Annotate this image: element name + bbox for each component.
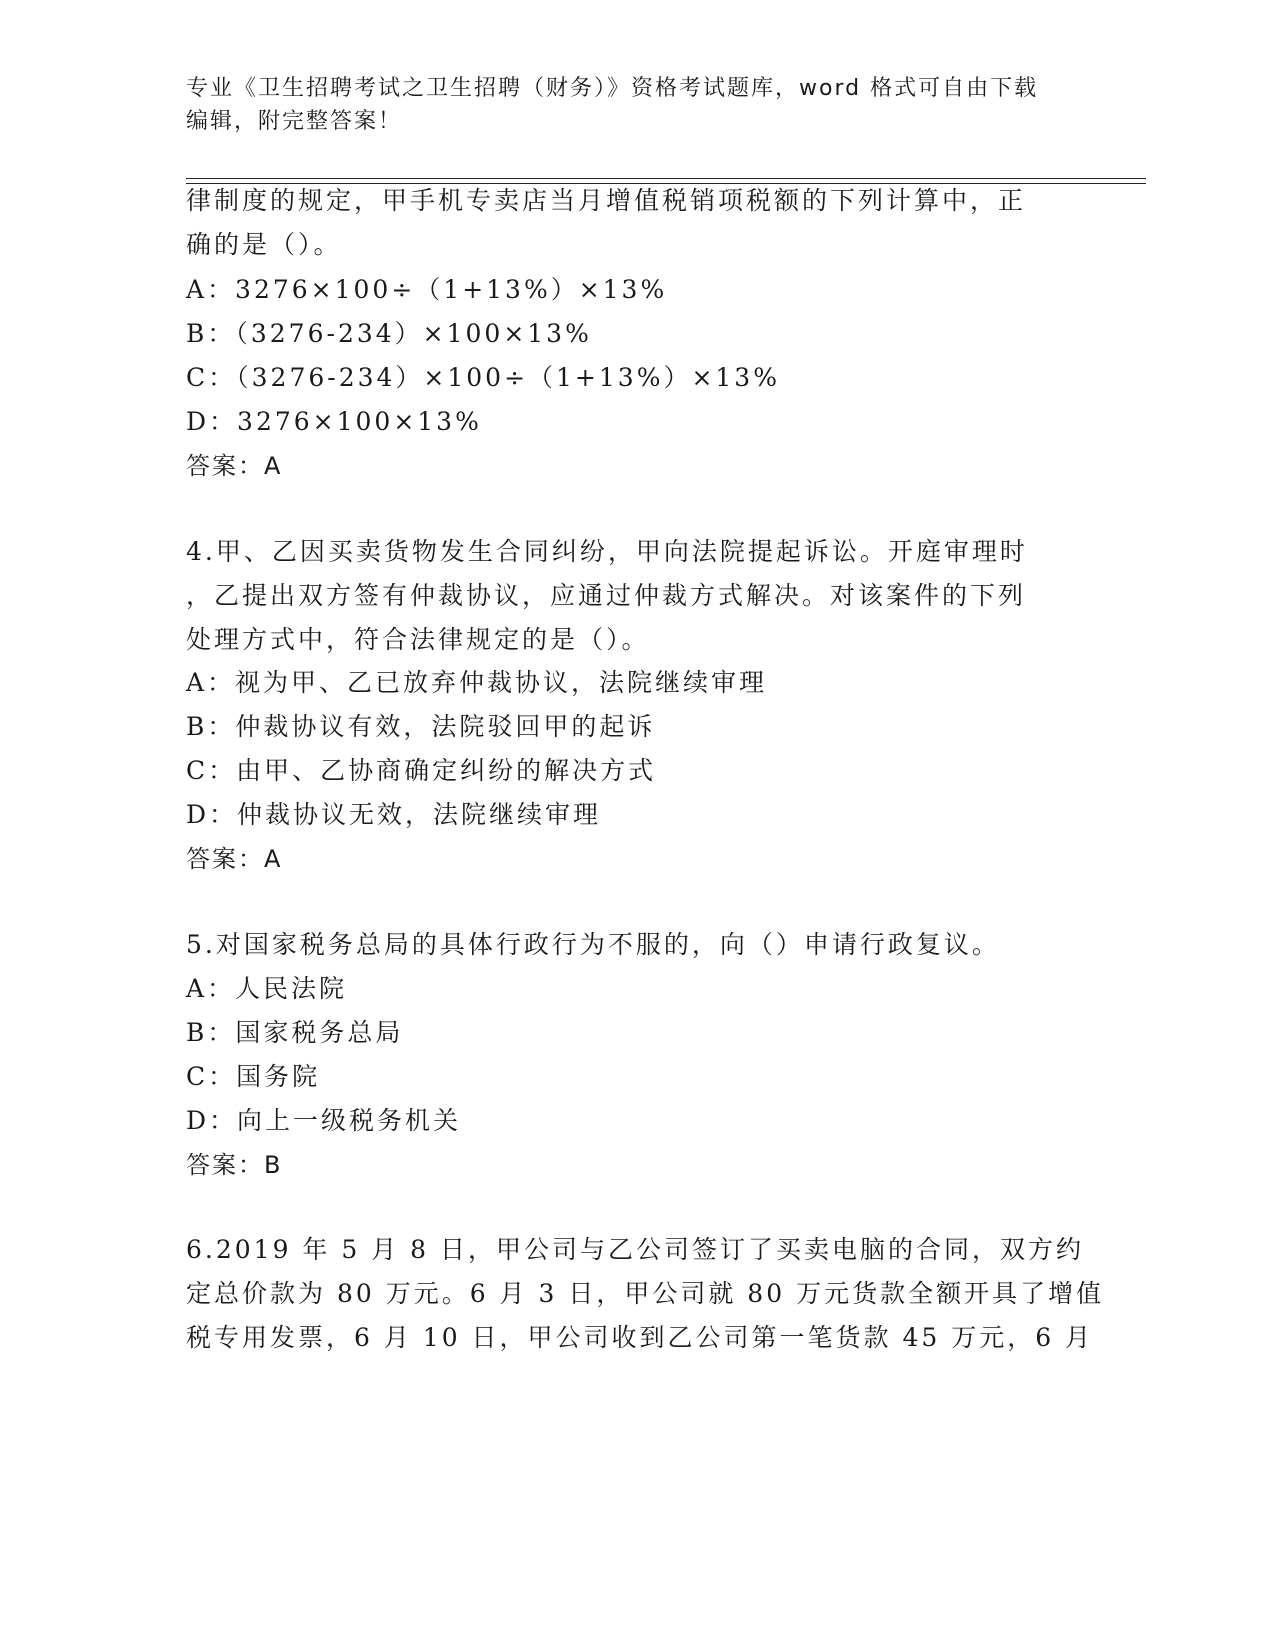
q4-option-a: A：视为甲、乙已放弃仲裁协议，法院继续审理 xyxy=(186,668,768,697)
q4-option-b: B：仲裁协议有效，法院驳回甲的起诉 xyxy=(186,712,656,741)
q5-option-a: A：人民法院 xyxy=(186,974,348,1003)
q6-stem-line-2: 定总价款为 80 万元。6 月 3 日，甲公司就 80 万元货款全额开具了增值 xyxy=(186,1279,1105,1308)
q3-stem-line-1: 律制度的规定，甲手机专卖店当月增值税销项税额的下列计算中，正 xyxy=(186,186,1027,215)
q5-option-b: B：国家税务总局 xyxy=(186,1018,404,1047)
document-header xyxy=(186,72,1086,138)
q6-stem-line-3: 税专用发票，6 月 10 日，甲公司收到乙公司第一笔货款 45 万元，6 月 xyxy=(186,1323,1094,1352)
header-rule-bottom xyxy=(186,183,1146,184)
q3-answer: 答案：A xyxy=(186,452,283,480)
q4-stem-line-1: 4.甲、乙因买卖货物发生合同纠纷，甲向法院提起诉讼。开庭审理时 xyxy=(186,537,1028,566)
q4-stem-line-2: ，乙提出双方签有仲裁协议，应通过仲裁方式解决。对该案件的下列 xyxy=(186,581,1027,610)
header-line-1: 专业《卫生招聘考试之卫生招聘（财务）》资格考试题库，word 格式可自由下载 xyxy=(186,76,1039,101)
q5-option-d: D：向上一级税务机关 xyxy=(186,1106,462,1135)
q6-stem-line-1: 6.2019 年 5 月 8 日，甲公司与乙公司签订了买卖电脑的合同，双方约 xyxy=(186,1235,1085,1264)
q3-option-d: D：3276×100×13% xyxy=(186,407,482,436)
header-line-2: 编辑，附完整答案！ xyxy=(186,109,403,134)
q4-option-c: C：由甲、乙协商确定纠纷的解决方式 xyxy=(186,756,657,785)
q3-option-b: B：（3276-234）×100×13% xyxy=(186,319,592,348)
q3-option-c: C：（3276-234）×100÷（1+13%）×13% xyxy=(186,363,780,392)
q5-answer: 答案：B xyxy=(186,1151,283,1179)
q5-option-c: C：国务院 xyxy=(186,1062,321,1091)
q3-option-a: A：3276×100÷（1+13%）×13% xyxy=(186,275,668,304)
q5-stem-line-1: 5.对国家税务总局的具体行政行为不服的，向（）申请行政复议。 xyxy=(186,930,1000,959)
q3-stem-line-2: 确的是（）。 xyxy=(186,230,342,259)
header-rule-top xyxy=(186,178,1146,179)
q4-answer: 答案：A xyxy=(186,845,283,873)
q4-option-d: D：仲裁协议无效，法院继续审理 xyxy=(186,800,602,829)
q4-stem-line-3: 处理方式中，符合法律规定的是（）。 xyxy=(186,625,650,654)
